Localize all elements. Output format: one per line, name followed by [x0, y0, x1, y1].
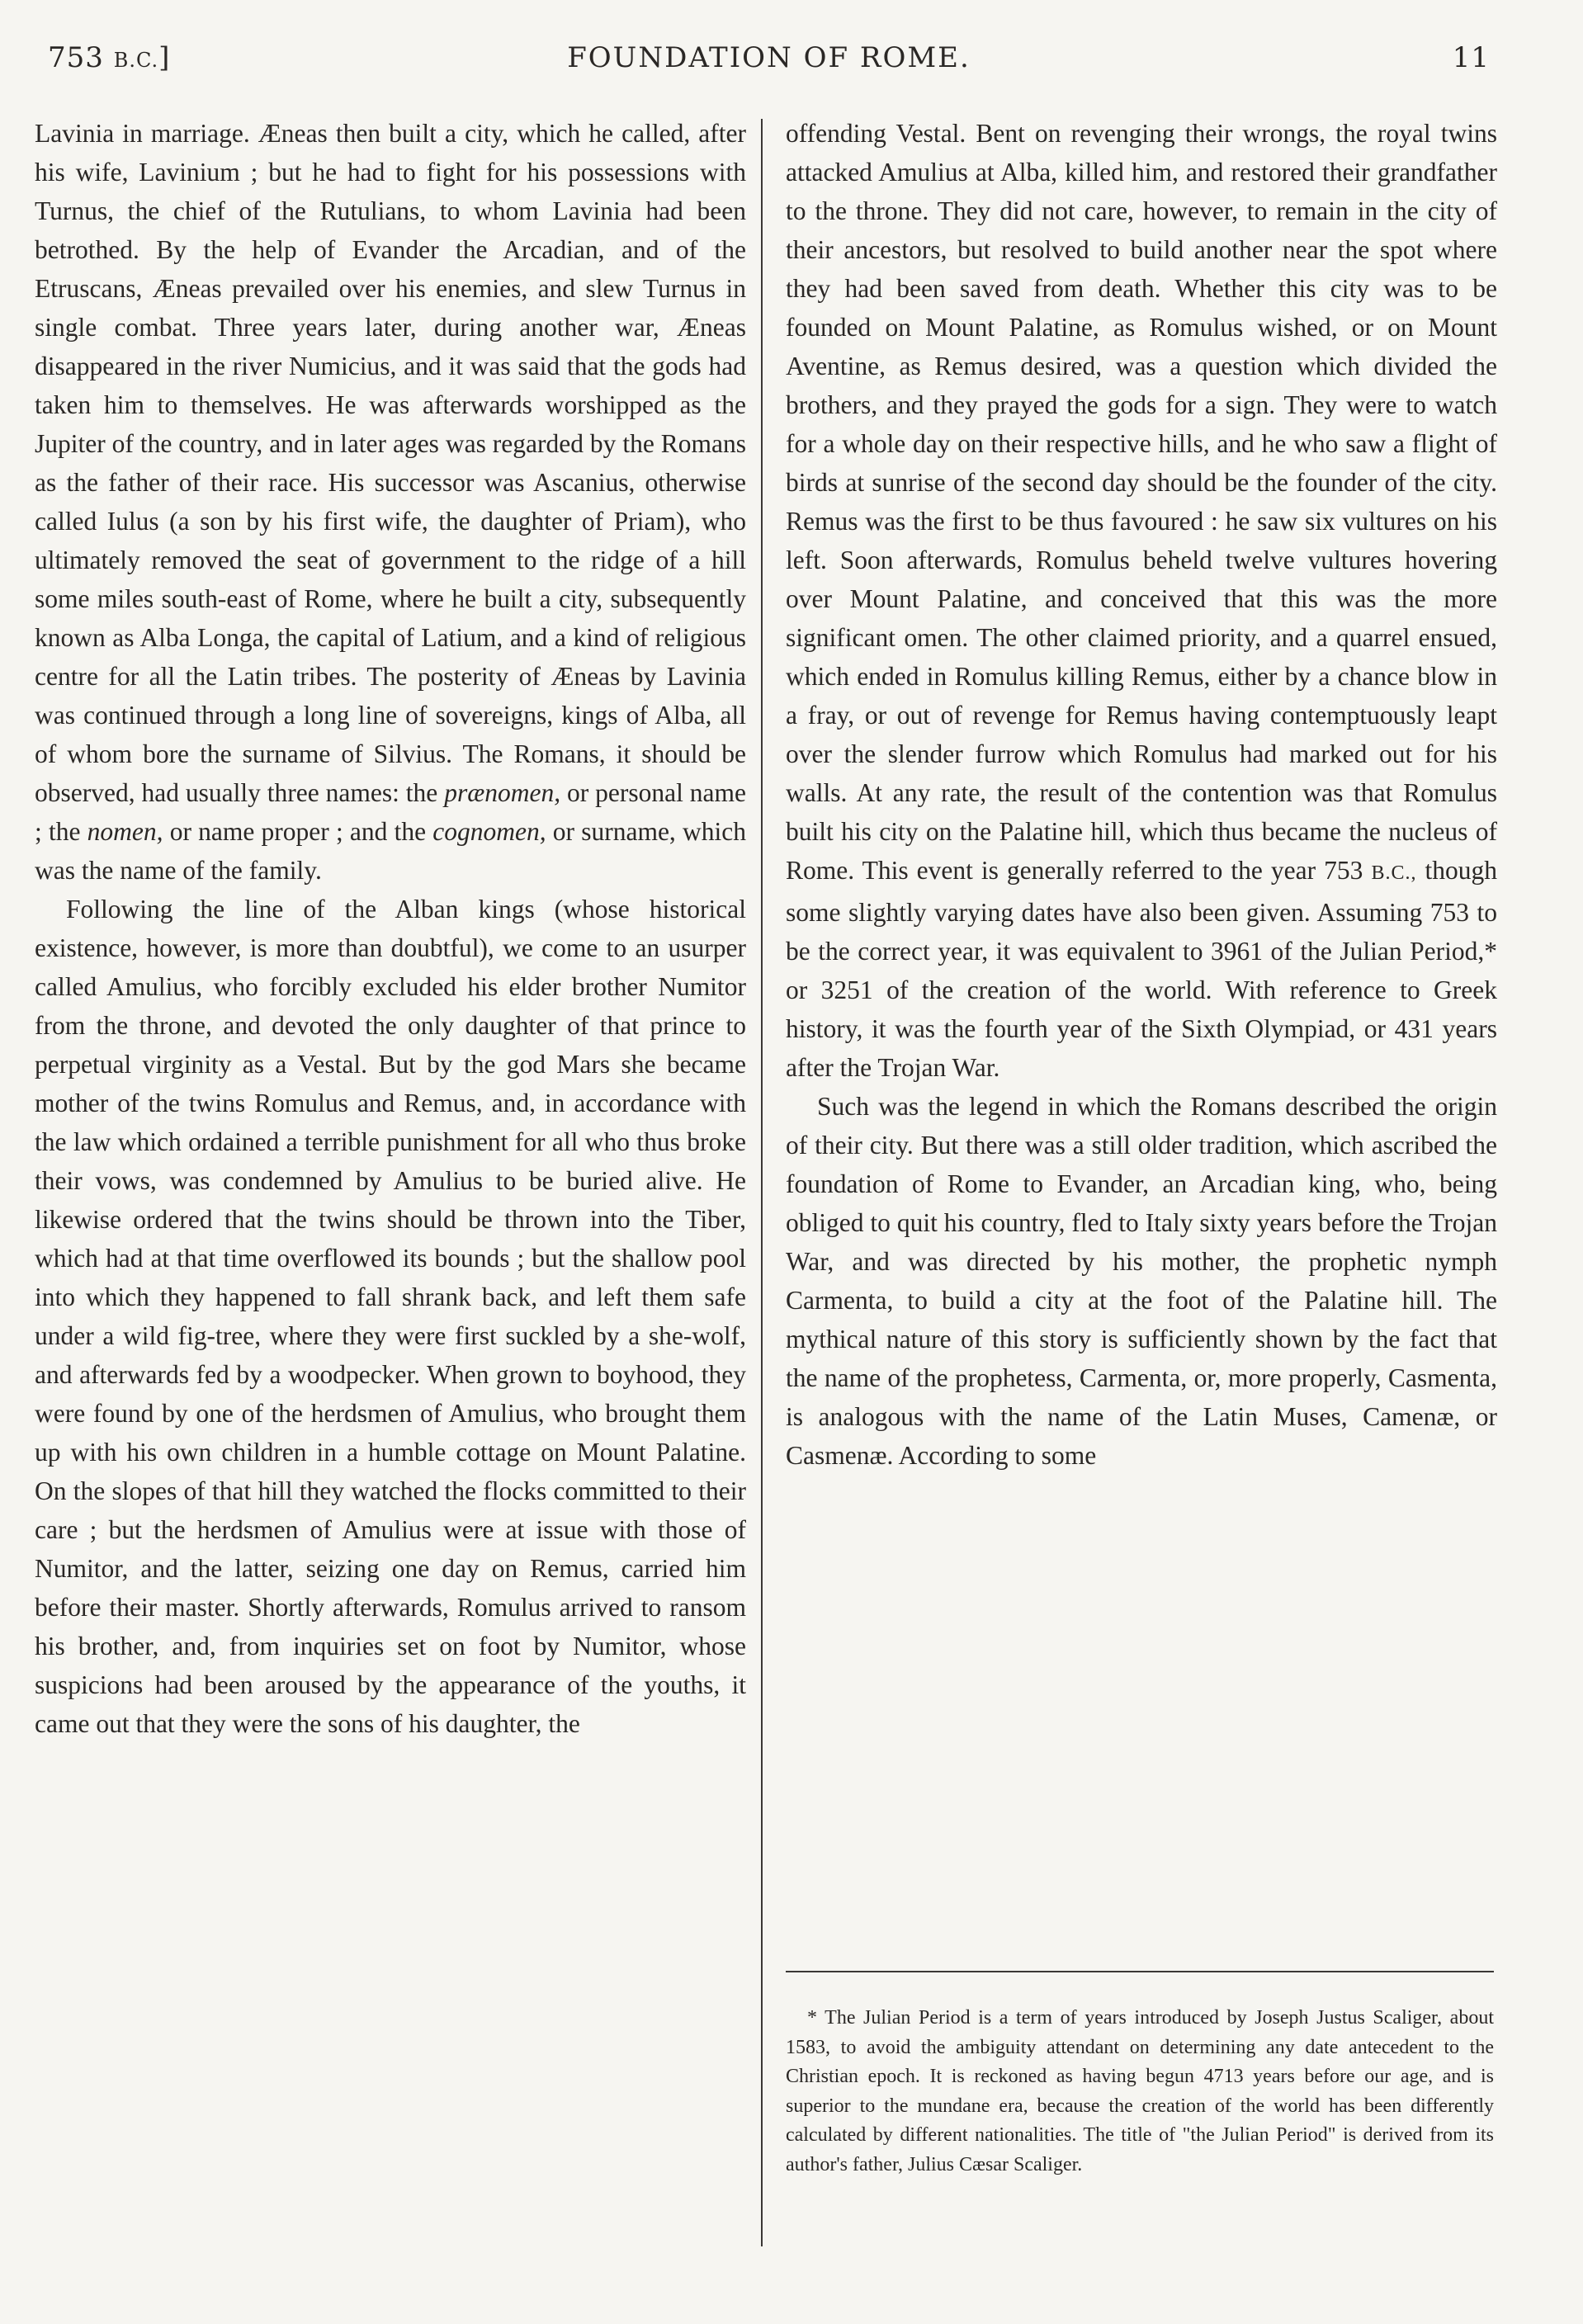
paragraph: Following the line of the Alban kings (whose historical existence, however, is more than doubtful), we come to an usurper called Amulius, who forcibly excluded his elder brother Numitor from the throne, and devoted the only daughter of that prince to perpetual virginity as a Vestal. But by the god Mars she became mother of the twins Romulus and Remus, and, in accordance with the law which ordained a terrible punishment for all who thus broke their vows, was condemned by Amulius to be buried alive. He likewise ordered that the twins should be thrown into the Tiber, which had at that time overflowed its bounds ; but the shallow pool into which they happened to fall shrank back, and left them safe under a wild fig-tree, where they were first suckled by a she-wolf, and afterwards fed by a woodpecker. When grown to boyhood, they were found by one of the herdsmen of Amulius, who brought them up with his own children in a humble cottage on Mount Palatine. On the slopes of that hill they watched the flocks committed to their care ; but the herdsmen of Amulius were at issue with those of Numitor, and the latter, seizing one day on Remus, carried him before their master. Shortly afterwards, Romulus arrived to ransom his brother, and, from inquiries set on foot by Numitor, whose suspicions had been aroused by the appearance of the youths, it came out that they were the sons of his daughter, the — [35, 895, 746, 1738]
left-column — [35, 114, 746, 1743]
paragraph-text: though some slightly varying dates have also been given. Assuming 753 to be the correct year, it was equivalent to 3961 of the Julian Period,* or 3251 of the creation of the world. With reference to Greek history, it was the fourth year of the Sixth Olympiad, or 431 years after the Trojan War. — [786, 856, 1497, 1082]
header-title: FOUNDATION OF ROME. — [567, 41, 971, 74]
paragraph — [786, 114, 1497, 1087]
right-column — [786, 114, 1497, 1475]
era-abbrev: B.C., — [1371, 862, 1417, 884]
paragraph-text: offending Vestal. Bent on revenging their wrongs, the royal twins attacked Amulius at Alba, killed him, and restored their grandfather to the throne. They did not care, however, to remain in the city of their ancestors, but resolved to build another near the spot where they had been saved from death. Whether this city was to be founded on Mount Palatine, as Romulus wished, or on Mount Aventine, as Remus desired, was a question which divided the brothers, and they prayed the gods for a sign. They were to watch for a whole day on their respective hills, and he who saw a flight of birds at sunrise of the second day should be the founder of the city. Remus was the first to be thus favoured : he saw six vultures on his left. Soon afterwards, Romulus beheld twelve vultures hovering over Mount Palatine, and conceived that this was the more significant omen. The other claimed priority, and a quarrel ensued, which ended in Romulus killing Remus, either by a chance blow in a fray, or out of revenge for Remus having contemptuously leapt over the slender furrow which Romulus had marked out for his walls. At any rate, the result of the contention was that Romulus built his city on the Palatine hill, which thus became the nucleus of Rome. This event is generally referred to the year 753 — [786, 119, 1497, 885]
running-head — [48, 41, 1490, 83]
paragraph-text: Lavinia in marriage. Æneas then built a city, which he called, after his wife, Lavinium ; but he had to fight for his possessions with Turnus, the chief of the Rutulians, to whom Lavinia had been betrothed. By the help of Evander the Arcadian, and of the Etruscans, Æneas prevailed over his enemies, and slew Turnus in single combat. Three years later, during another war, Æneas disappeared in the river Numicius, and it was said that the gods had taken him to themselves. He was afterwards worshipped as the Jupiter of the country, and in later ages was regarded by the Romans as the father of their race. His successor was Ascanius, otherwise called Iulus (a son by his first wife, the daughter of Priam), who ultimately removed the seat of government to the ridge of a hill some miles south-east of Rome, where he built a city, subsequently known as Alba Longa, the capital of Latium, and a kind of religious centre for all the Latin tribes. The posterity of Æneas by Lavinia was continued through a long line of sovereigns, kings of Alba, all of whom bore the surname of Silvius. The Romans, it should be observed, had usually three names: the — [35, 119, 746, 807]
header-era: B.C. — [113, 49, 159, 72]
footnote-rule — [786, 1971, 1494, 1972]
paragraph-text: or name proper ; and the — [163, 817, 433, 846]
paragraph-text: or personal name ; the — [35, 778, 746, 846]
header-year: 753 — [48, 41, 104, 74]
paragraph — [35, 114, 746, 890]
header-bracket: ] — [158, 41, 171, 74]
term-nomen: nomen, — [87, 817, 163, 846]
paragraph-text: or surname, which was the name of the family. — [35, 817, 746, 885]
page-number: 11 — [1452, 41, 1490, 74]
paragraph: Such was the legend in which the Romans described the origin of their city. But there was a still older tradition, which ascribed the foundation of Rome to Evander, an Arcadian king, who, being obliged to quit his country, fled to Italy sixty years before the Trojan War, and was directed by his mother, the prophetic nymph Carmenta, to build a city at the foot of the Palatine hill. The mythical nature of this story is sufficiently shown by the fact that the name of the prophetess, Carmenta, or, more properly, Casmenta, is analogous with the name of the Latin Muses, Camenæ, or Casmenæ. According to some — [786, 1092, 1497, 1470]
footnote — [786, 2004, 1494, 2180]
term-cognomen: cognomen, — [432, 817, 546, 846]
footnote-text: * The Julian Period is a term of years introduced by Joseph Justus Scaliger, about 1583, to avoid the ambiguity attendant on determining any date antecedent to the Christian epoch. It is reckoned as having begun 4713 years before our age, and is superior to the mundane era, because the creation of the world has been differently calculated by different nationalities. The title of "the Julian Period" is derived from its author's father, Julius Cæsar Scaliger. — [786, 2007, 1494, 2175]
term-praenomen: prænomen, — [444, 778, 561, 807]
column-divider — [761, 119, 763, 2246]
